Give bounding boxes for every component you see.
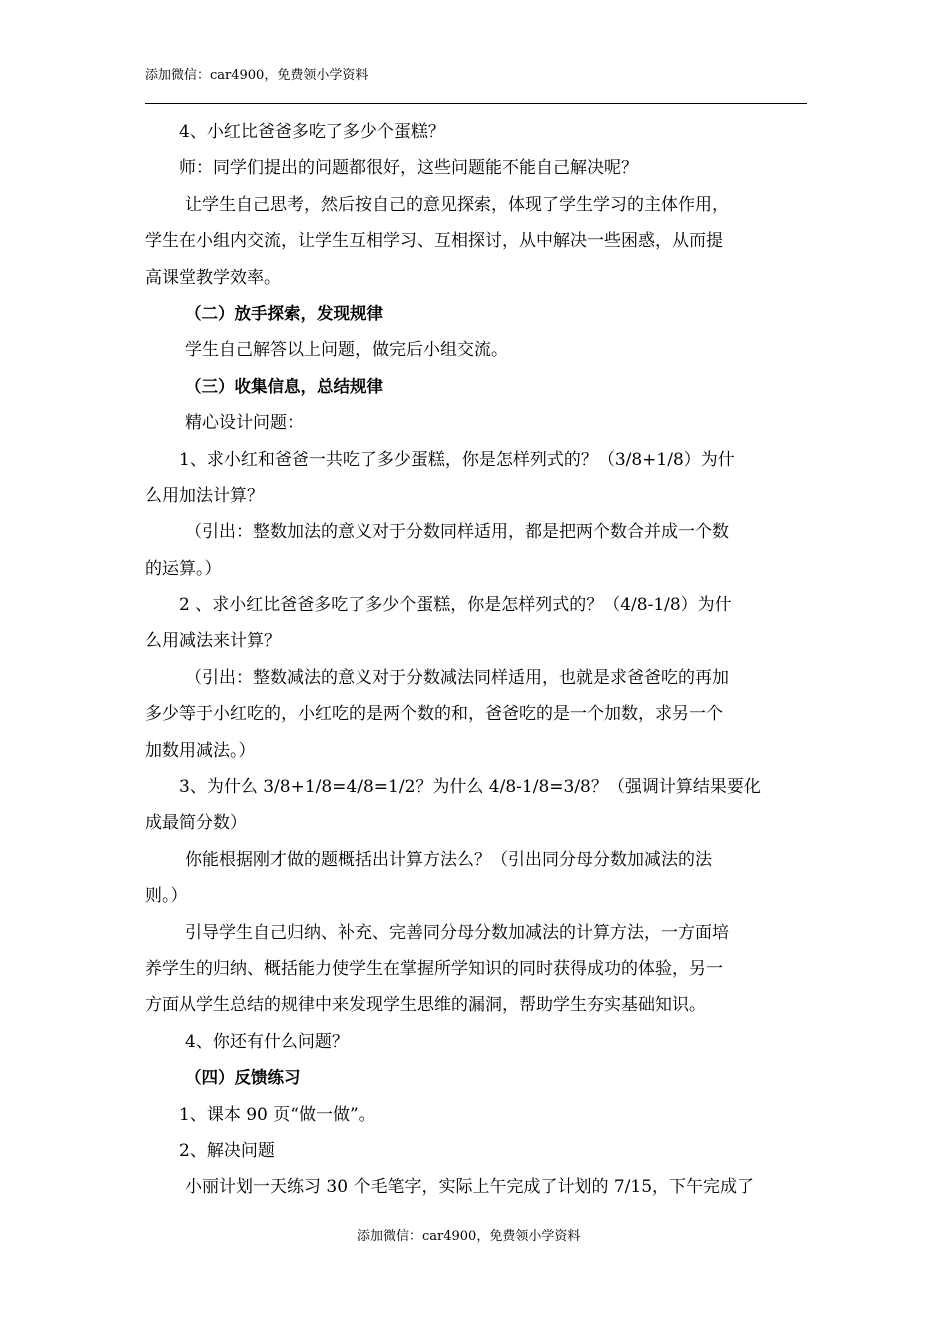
paragraph-line: 的运算。） (145, 558, 222, 579)
paragraph-line: 2 、求小红比爸爸多吃了多少个蛋糕，你是怎样列式的？（4/8-1/8）为什 (179, 595, 732, 616)
header-note: 添加微信：car4900，免费领小学资料 (145, 68, 369, 83)
paragraph-line: 小丽计划一天练习 30 个毛笔字，实际上午完成了计划的 7/15，下午完成了 (185, 1177, 755, 1198)
paragraph-line: 1、求小红和爸爸一共吃了多少蛋糕，你是怎样列式的？（3/8+1/8）为什 (179, 449, 735, 470)
paragraph-line: 精心设计问题： (185, 413, 304, 434)
question-4: 4、小红比爸爸多吃了多少个蛋糕？ (179, 122, 445, 142)
paragraph-line: 学生在小组内交流，让学生互相学习、互相探讨，从中解决一些困惑，从而提 (145, 231, 723, 252)
paragraph-line: 么用加法计算？ (145, 485, 264, 506)
paragraph-line: 引导学生自己归纳、补充、完善同分母分数加减法的计算方法，一方面培 (185, 922, 729, 943)
paragraph-line: 加数用减法。） (145, 740, 256, 761)
paragraph-line: 3、为什么 3/8+1/8=4/8=1/2？为什么 4/8-1/8=3/8？（强调计算结果要化 (179, 777, 761, 798)
header-divider (145, 103, 807, 104)
paragraph-line: 则。） (145, 886, 188, 907)
paragraph-line: 高课堂教学效率。 (145, 267, 281, 288)
paragraph-line: 学生自己解答以上问题，做完后小组交流。 (185, 340, 508, 361)
paragraph-line: 2、解决问题 (179, 1140, 275, 1161)
paragraph-line: 4、你还有什么问题？ (185, 1031, 349, 1052)
section-heading-3: （三）收集信息，总结规律 (185, 376, 383, 396)
section-heading-2: （二）放手探索，发现规律 (185, 303, 383, 323)
paragraph-line: 成最简分数） (145, 813, 247, 834)
paragraph-line: 让学生自己思考，然后按自己的意见探索，体现了学生学习的主体作用， (185, 194, 729, 215)
paragraph-line: 养学生的归纳、概括能力使学生在掌握所学知识的同时获得成功的体验，另一 (145, 958, 723, 979)
footer-note: 添加微信：car4900，免费领小学资料 (357, 1229, 581, 1244)
paragraph-line: （引出：整数减法的意义对于分数减法同样适用，也就是求爸爸吃的再加 (185, 667, 729, 688)
document-body (145, 114, 807, 1206)
paragraph-line: 你能根据刚才做的题概括出计算方法么？（引出同分母分数加减法的法 (185, 849, 712, 870)
paragraph-line: 么用减法来计算？ (145, 631, 281, 652)
teacher-remark: 师：同学们提出的问题都很好，这些问题能不能自己解决呢？ (179, 158, 638, 179)
paragraph-line: 方面从学生总结的规律中来发现学生思维的漏洞，帮助学生夯实基础知识。 (145, 995, 706, 1016)
paragraph-line: 1、课本 90 页“做一做”。 (179, 1104, 376, 1125)
paragraph-line: （引出：整数加法的意义对于分数同样适用，都是把两个数合并成一个数 (185, 522, 729, 543)
paragraph-line: 多少等于小红吃的，小红吃的是两个数的和，爸爸吃的是一个加数，求另一个 (145, 704, 723, 725)
section-heading-4: （四）反馈练习 (185, 1068, 301, 1088)
